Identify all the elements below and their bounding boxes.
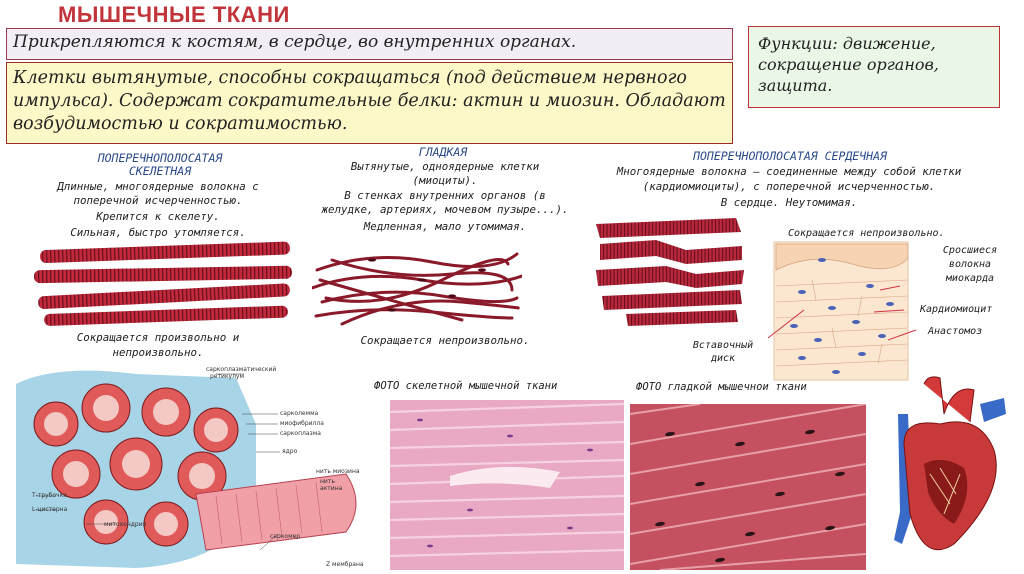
label-sarcoplasm: саркоплазма bbox=[280, 430, 321, 437]
label-sarcolemma: сарколемма bbox=[280, 410, 319, 417]
smooth-line-4: желудке, артериях, мочевом пузыре...). bbox=[321, 203, 569, 216]
label-z-membrane: Z мембрана bbox=[326, 561, 364, 568]
label-actin-1: нить bbox=[320, 478, 335, 485]
smooth-fibers-illustration bbox=[312, 240, 522, 330]
skeletal-line-1: Длинные, многоядерные волокна с bbox=[57, 180, 259, 193]
skeletal-line-3: Крепится к скелету. bbox=[96, 210, 220, 223]
label-disc-2: диск bbox=[710, 353, 736, 364]
label-fused-2: волокна bbox=[948, 259, 992, 270]
location-text: Прикрепляются к костям, в сердце, во внутренних органах. bbox=[13, 32, 577, 52]
smooth-heading: ГЛАДКАЯ bbox=[418, 145, 468, 159]
muscle-fiber-structure-illustration bbox=[16, 364, 372, 570]
label-sarcomere: саркомер bbox=[270, 533, 301, 540]
label-sr-2: ретикулум bbox=[210, 373, 244, 380]
cardiac-line-1: Многоядерные волокна – соединенные между собой клетки bbox=[616, 165, 962, 178]
functions-box bbox=[748, 26, 1000, 108]
functions-text: Функции: движение, сокращение органов, защита. bbox=[758, 34, 939, 95]
page-title: МЫШЕЧНЫЕ ТКАНИ bbox=[58, 2, 290, 27]
smooth-tissue-photo bbox=[630, 404, 866, 570]
skeletal-heading-2: СКЕЛЕТНАЯ bbox=[128, 164, 192, 178]
skeletal-line-2: поперечной исчерченностью. bbox=[73, 194, 243, 207]
skeletal-contract-2: непроизвольно. bbox=[112, 346, 204, 359]
cells-text: Клетки вытянутые, способны сокращаться (под действием нервного импульса). Содержат сократительные белки: актин и миозин. Обладают возбудимостью и сократимостью. bbox=[13, 68, 726, 134]
heart-illustration bbox=[884, 374, 1010, 570]
label-myosin: нить миозина bbox=[316, 468, 360, 475]
cardiac-fibers-illustration bbox=[596, 216, 746, 326]
photo-smooth-caption: ФОТО гладкой мышечнои ткани bbox=[636, 381, 807, 393]
label-actin-2: актина bbox=[320, 485, 343, 492]
skeletal-fibers-illustration bbox=[30, 240, 300, 330]
label-cardiomyocyte: Кардиомиоцит bbox=[920, 304, 993, 315]
cardiac-contract: Сокращается непроизвольно. bbox=[788, 228, 945, 239]
label-nucleus: ядро bbox=[282, 448, 298, 455]
label-l-cistern: L-цистерна bbox=[32, 506, 68, 513]
cardiac-heading: ПОПЕРЕЧНОПОЛОСАТАЯ СЕРДЕЧНАЯ bbox=[693, 149, 887, 163]
smooth-line-5: Медленная, мало утомимая. bbox=[363, 220, 527, 233]
skeletal-tissue-photo bbox=[390, 400, 624, 570]
photo-skeletal-caption: ФОТО скелетной мышечной ткани bbox=[374, 380, 558, 392]
smooth-contract: Сокращается непроизвольно. bbox=[360, 334, 530, 347]
smooth-line-3: В стенках внутренних органов (в bbox=[344, 189, 546, 202]
smooth-line-1: Вытянутые, одноядерные клетки bbox=[350, 160, 540, 173]
cardiac-line-3: В сердце. Неутомимая. bbox=[720, 196, 858, 209]
smooth-line-2: (миоциты). bbox=[412, 174, 478, 187]
cardiac-line-2: (кардиомиоциты), с поперечной исчерченностью. bbox=[642, 180, 936, 193]
label-anastomosis: Анастомоз bbox=[928, 326, 983, 337]
label-disc-1: Вставочный bbox=[692, 340, 754, 351]
skeletal-line-4: Сильная, быстро утомляется. bbox=[70, 226, 246, 239]
label-myofibril: миофибрилла bbox=[280, 420, 324, 427]
location-box bbox=[6, 28, 733, 60]
skeletal-heading-1: ПОПЕРЕЧНОПОЛОСАТАЯ bbox=[97, 151, 223, 165]
skeletal-contract-1: Сокращается произвольно и bbox=[76, 331, 240, 344]
label-mitochondria: митохондрия bbox=[104, 521, 147, 528]
label-sr-1: саркоплазматический bbox=[206, 366, 277, 373]
label-fused-3: миокарда bbox=[945, 273, 995, 284]
label-t-tubule: Т-трубочка bbox=[32, 492, 67, 499]
cells-box bbox=[6, 62, 733, 144]
label-fused-1: Сросшиеся bbox=[942, 245, 998, 256]
